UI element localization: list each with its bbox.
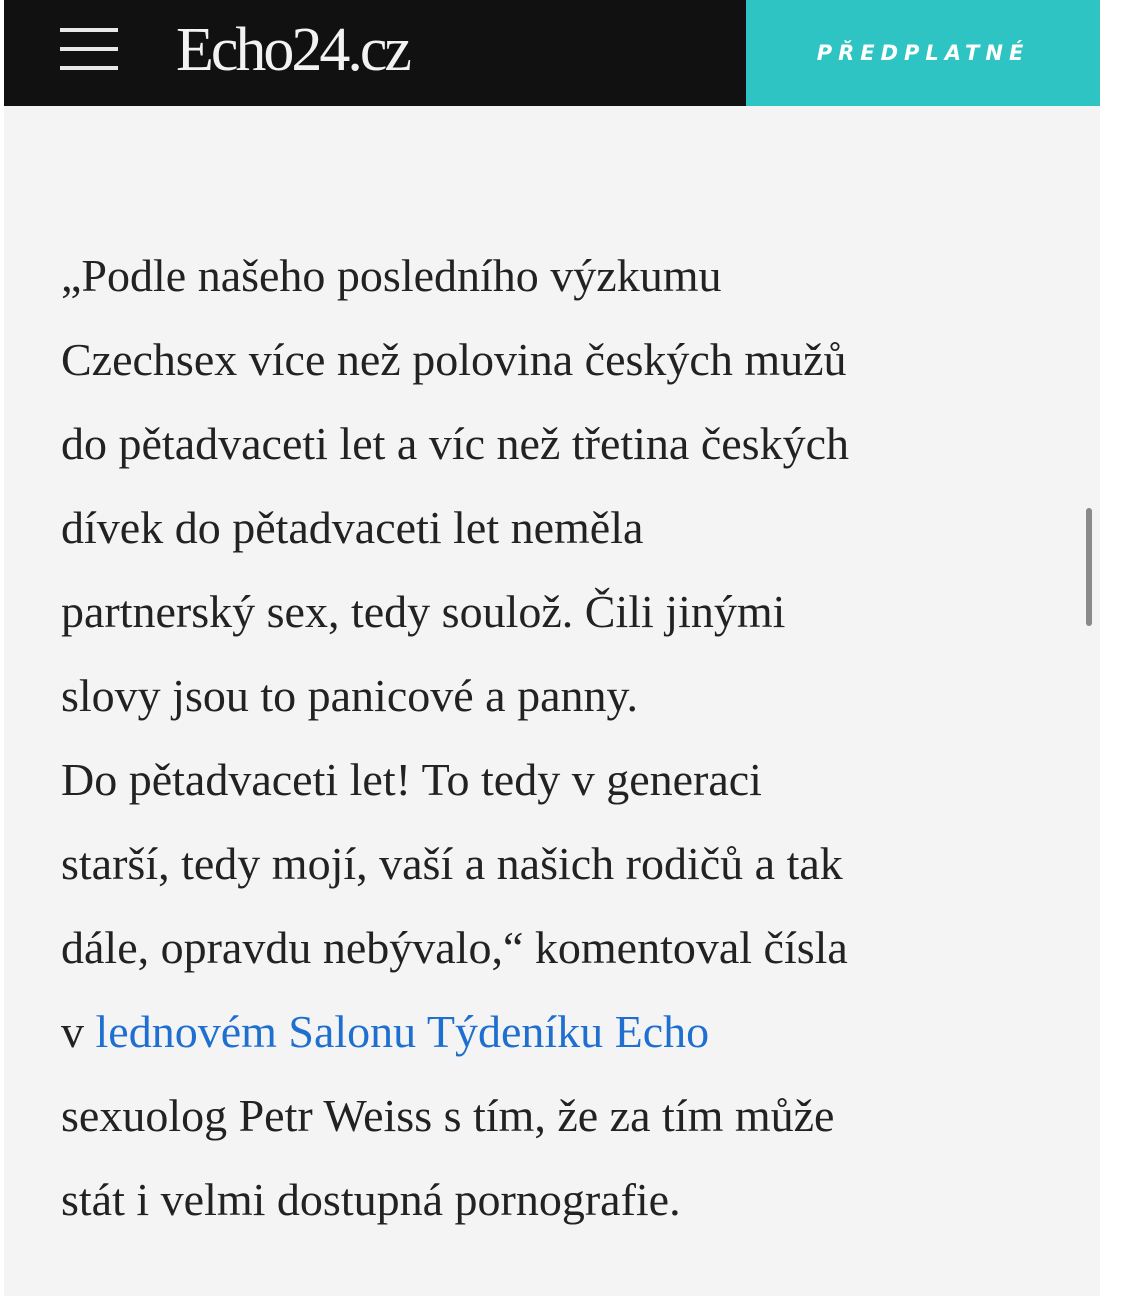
article-line: slovy jsou to panicové a panny.	[61, 670, 639, 721]
subscribe-button[interactable]	[746, 0, 1100, 106]
site-header	[4, 0, 1100, 106]
article-line: „Podle našeho posledního výzkumu	[61, 250, 722, 301]
article-body	[61, 234, 1061, 1242]
menu-bar-middle	[60, 47, 118, 51]
site-logo[interactable]: Echo24.cz	[176, 16, 409, 84]
menu-bar-bottom	[60, 66, 118, 70]
article-line: dále, opravdu nebývalo,“ komentoval čísla	[61, 922, 848, 973]
article-line: Czechsex více než polovina českých mužů	[61, 334, 847, 385]
scrollbar-thumb[interactable]	[1086, 508, 1092, 626]
salon-echo-link[interactable]: lednovém Salonu Týdeníku Echo	[95, 1006, 710, 1057]
article-line: stát i velmi dostupná pornografie.	[61, 1174, 681, 1225]
link-prefix: v	[61, 1006, 96, 1057]
page	[4, 0, 1100, 1296]
article-line: sexuolog Petr Weiss s tím, že za tím může	[61, 1090, 835, 1141]
article-line: Do pětadvaceti let! To tedy v generaci	[61, 754, 762, 805]
article-line: do pětadvaceti let a víc než třetina českých	[61, 418, 849, 469]
article-line: dívek do pětadvaceti let neměla	[61, 502, 644, 553]
article-line: partnerský sex, tedy soulož. Čili jinými	[61, 586, 786, 637]
menu-bar-top	[60, 28, 118, 32]
article-line: starší, tedy mojí, vaší a našich rodičů a tak	[61, 838, 843, 889]
subscribe-label: PŘEDPLATNÉ	[816, 41, 1030, 65]
hamburger-menu-icon[interactable]	[60, 26, 118, 72]
article-line-with-link	[61, 990, 1061, 1074]
